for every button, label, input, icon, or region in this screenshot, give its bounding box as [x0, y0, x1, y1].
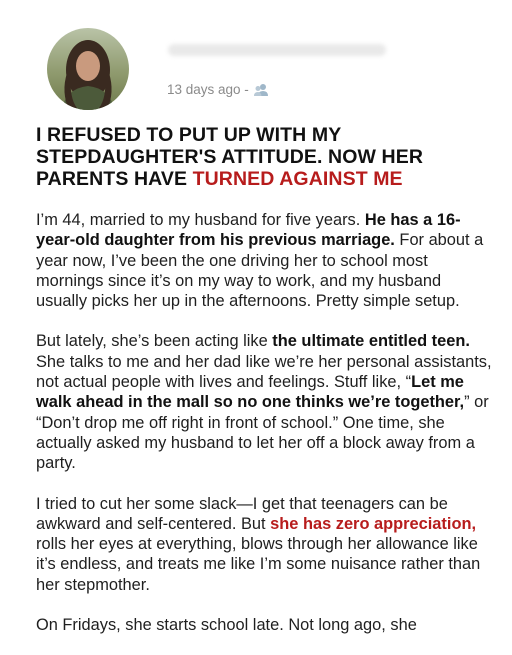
paragraph-text: But lately, she’s been acting like: [36, 332, 273, 351]
paragraph-text: She talks to me and her dad like we’re her personal assistants, not actual people with lives and feelings. Stuff like, “: [36, 352, 492, 392]
author-avatar[interactable]: [47, 28, 129, 110]
paragraph-highlight: she has zero appreciation,: [270, 514, 477, 533]
paragraph-text: rolls her eyes at everything, blows through her allowance like it’s endless, and treats me like I’m some nuisance rather than her stepmother.: [36, 535, 481, 594]
paragraph-3: [36, 494, 496, 595]
paragraph-bold: Let me walk ahead in the mall so no one thinks we’re together,: [36, 373, 465, 412]
post-meta: [167, 82, 269, 97]
paragraph-1: [36, 210, 496, 311]
paragraph-text: I’m 44, married to my husband for five years.: [36, 211, 365, 229]
author-name-blurred[interactable]: [168, 44, 386, 56]
paragraph-text: On Fridays, she starts school late. Not long ago, she: [36, 616, 417, 635]
paragraph-text: I tried to cut her some slack—I get that teenagers can be awkward and self-centered. But: [36, 494, 448, 533]
paragraph-4: [36, 615, 496, 635]
post-header: [0, 0, 512, 110]
post-title-highlight: TURNED AGAINST ME: [192, 168, 403, 190]
paragraph-text: For about a year now, I’ve been the one driving her to school most mornings since it’s on my way to work, and my husband usually picks her up in the afternoons. Pretty simple setup.: [36, 231, 484, 311]
paragraph-text: ” or “Don’t drop me off right in front of school.” One time, she actually asked my husband to let her off a block away from a party.: [36, 393, 489, 473]
paragraph-bold: the ultimate entitled teen.: [272, 332, 470, 351]
post-content: [36, 124, 496, 655]
paragraph-bold: He has a 16-year-old daughter from his previous marriage.: [36, 211, 461, 250]
paragraph-2: [36, 331, 496, 473]
post-timestamp: 13 days ago -: [167, 82, 249, 97]
post-title-text: I REFUSED TO PUT UP WITH MY STEPDAUGHTER'S ATTITUDE. NOW HER PARENTS HAVE: [36, 124, 424, 190]
post-title: [36, 124, 496, 190]
users-icon: [253, 83, 269, 97]
